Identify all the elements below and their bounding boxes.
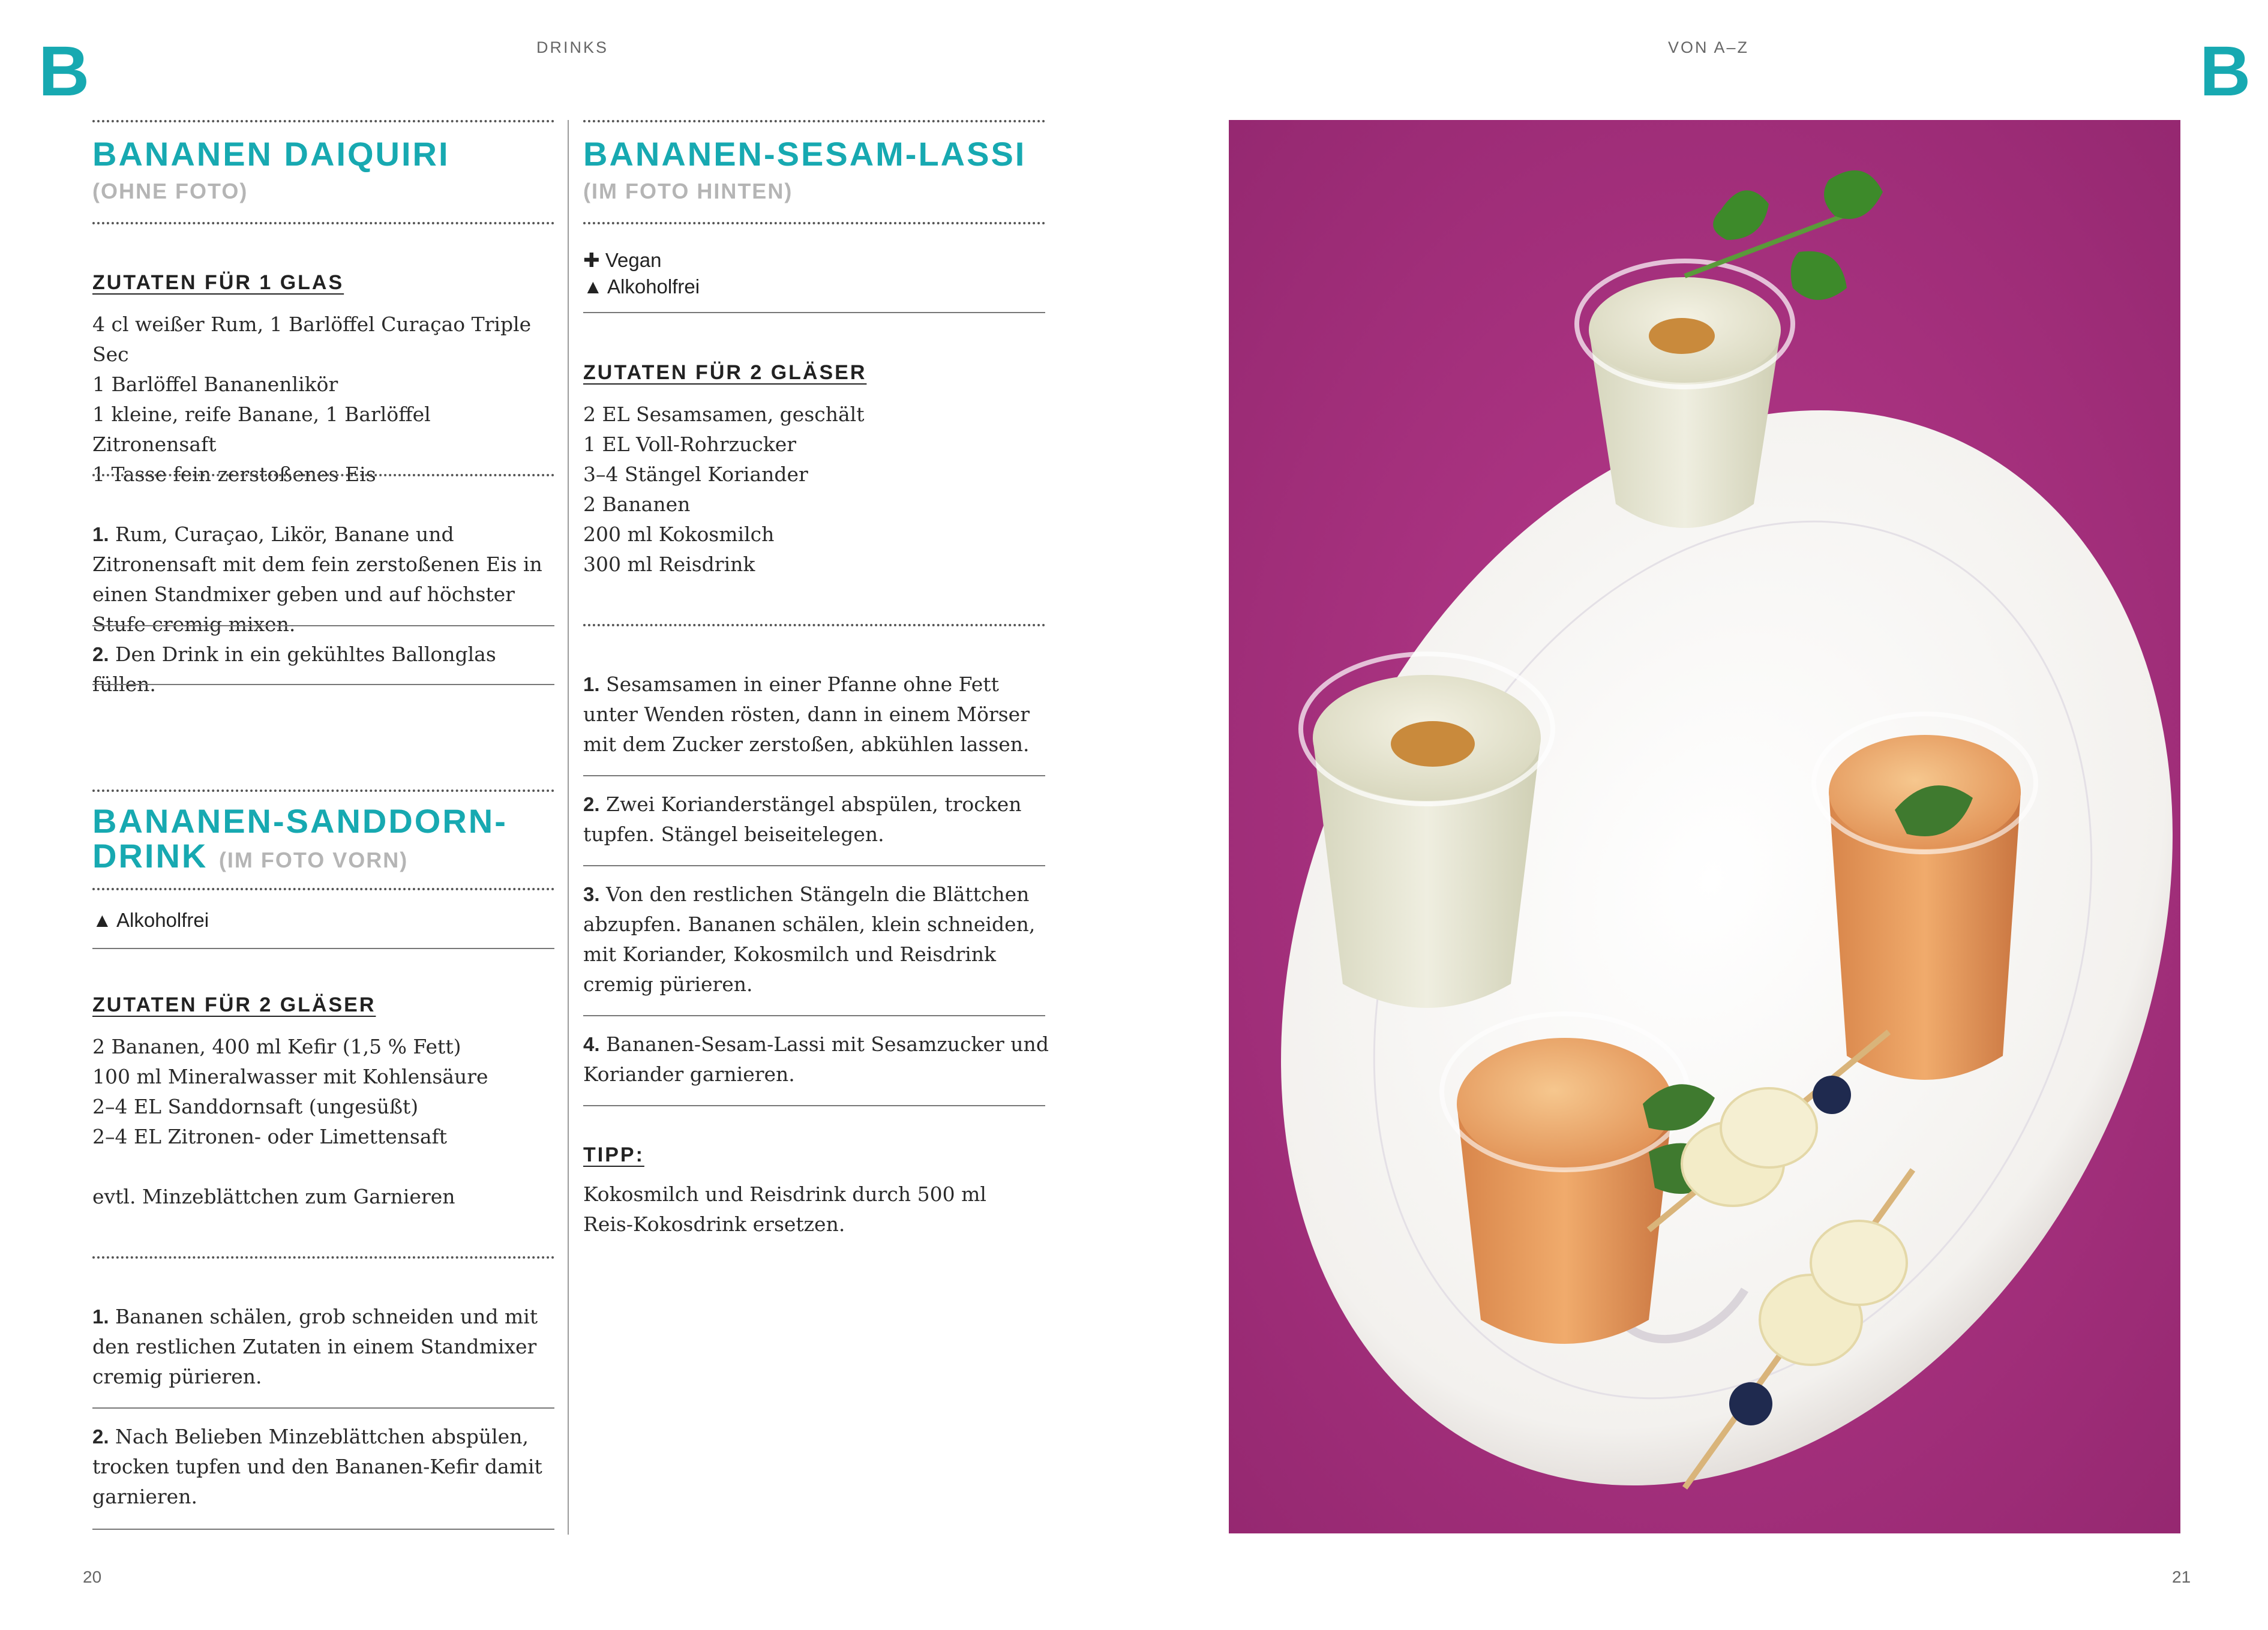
ingredient-item: 2 Bananen [583, 493, 691, 516]
ingredient-item: 2–4 EL Zitronen- oder Limettensaft [92, 1125, 448, 1148]
section-letter-left: B [38, 32, 90, 111]
tip-heading: TIPP: [583, 1143, 644, 1166]
divider [583, 120, 1045, 122]
running-header-right: VON A–Z [1668, 38, 1750, 56]
divider [583, 1105, 1045, 1106]
step-text: Rum, Curaçao, Likör, Banane und Zitronensaft mit dem fein zerstoßenen Eis in einen Standmixer geben und auf höchster Stufe cremig mixen. [92, 523, 542, 636]
divider [92, 625, 554, 626]
ingredients-heading-daiquiri: ZUTATEN FÜR 1 GLAS [92, 271, 344, 294]
ingredients-heading-lassi: ZUTATEN FÜR 2 GLÄSER [583, 361, 867, 384]
step-number: 2. [92, 1425, 109, 1448]
step-text: Den Drink in ein gekühltes Ballonglas füllen. [92, 643, 496, 696]
step-text: Bananen schälen, grob schneiden und mit den restlichen Zutaten in einem Standmixer cremig pürieren. [92, 1305, 538, 1388]
spacer [92, 1152, 560, 1182]
tag-alkoholfrei: ▲ Alkoholfrei [92, 909, 209, 931]
ingredient-item: 100 ml Mineralwasser mit Kohlensäure [92, 1065, 488, 1088]
glass-right [1814, 714, 2036, 1080]
step-lassi-2 [583, 790, 1051, 849]
divider [92, 948, 554, 949]
ingredient-item: 2 EL Sesamsamen, geschält [583, 403, 865, 426]
step-number: 3. [583, 883, 600, 905]
section-letter-right: B [2200, 32, 2251, 111]
step-number: 1. [92, 523, 109, 545]
ingredient-list-sanddorn [92, 1032, 560, 1212]
recipe-title-sanddorn [92, 804, 508, 878]
step-sanddorn-2 [92, 1422, 560, 1512]
step-number: 2. [92, 643, 109, 665]
step-number: 4. [583, 1033, 600, 1055]
divider [583, 865, 1045, 866]
step-daiquiri-1 [92, 520, 560, 640]
divider [92, 888, 554, 890]
title-line [92, 839, 508, 878]
divider [92, 790, 554, 792]
ingredient-item: 1 kleine, reife Banane, 1 Barlöffel Zitronensaft [92, 403, 431, 456]
ingredient-item: 4 cl weißer Rum, 1 Barlöffel Curaçao Triple Sec [92, 313, 532, 366]
step-number: 1. [583, 673, 600, 695]
ingredient-list-daiquiri [92, 310, 560, 490]
page-number-left: 20 [83, 1568, 102, 1586]
recipe-subtitle-sanddorn: (IM FOTO VORN) [218, 848, 409, 872]
divider [92, 1407, 554, 1409]
tip-text: Kokosmilch und Reisdrink durch 500 ml Reis-Kokosdrink ersetzen. [583, 1182, 986, 1236]
divider [583, 1015, 1045, 1016]
page-number-right: 21 [2172, 1568, 2191, 1586]
step-text: Zwei Korianderstängel abspülen, trocken tupfen. Stängel beiseitelegen. [583, 793, 1022, 846]
step-lassi-4 [583, 1029, 1051, 1089]
divider [92, 1529, 554, 1530]
divider [92, 684, 554, 685]
ingredient-item: 2 Bananen, 400 ml Kefir (1,5 % Fett) [92, 1035, 461, 1058]
tag-list-lassi [583, 247, 700, 300]
recipe-title-daiquiri: BANANEN DAIQUIRI [92, 135, 450, 173]
divider [583, 624, 1045, 626]
running-header-left: DRINKS [536, 38, 609, 56]
divider [92, 222, 554, 224]
divider [92, 474, 554, 476]
food-photo [1229, 120, 2180, 1533]
step-number: 1. [92, 1305, 109, 1328]
ingredient-item: 1 Barlöffel Bananenlikör [92, 373, 338, 396]
ingredient-extra: evtl. Minzeblättchen zum Garnieren [92, 1185, 455, 1208]
step-text: Von den restlichen Stängeln die Blättchen abzupfen. Bananen schälen, klein schneiden, mit Koriander, Kokosmilch und Reisdrink cremig pürieren. [583, 882, 1036, 996]
step-text: Sesamsamen in einer Pfanne ohne Fett unter Wenden rösten, dann in einem Mörser mit dem Zucker zerstoßen, abkühlen lassen. [583, 673, 1030, 756]
title-line: BANANEN-SANDDORN- [92, 802, 508, 840]
divider [583, 775, 1045, 776]
title-text: DRINK [92, 837, 208, 875]
step-daiquiri-2 [92, 640, 560, 700]
recipe-subtitle-lassi: (IM FOTO HINTEN) [583, 179, 793, 203]
tag-alkoholfrei: ▲ Alkoholfrei [583, 275, 700, 298]
step-text: Nach Belieben Minzeblättchen abspülen, trocken tupfen und den Bananen-Kefir damit garnieren. [92, 1425, 542, 1508]
recipe-title-lassi: BANANEN-SESAM-LASSI [583, 135, 1027, 173]
ingredient-item: 300 ml Reisdrink [583, 553, 755, 576]
divider [583, 312, 1045, 313]
ingredient-item: 1 EL Voll-Rohrzucker [583, 433, 797, 456]
ingredient-item: 1 Tasse fein zerstoßenes Eis [92, 463, 376, 486]
column-divider [568, 120, 569, 1535]
step-number: 2. [583, 793, 600, 815]
smoothie-illustration [1229, 120, 2180, 1533]
step-text: Bananen-Sesam-Lassi mit Sesamzucker und Koriander garnieren. [583, 1032, 1049, 1086]
ingredients-heading-sanddorn: ZUTATEN FÜR 2 GLÄSER [92, 993, 376, 1016]
divider [583, 222, 1045, 224]
step-lassi-1 [583, 670, 1051, 760]
ingredient-item: 3–4 Stängel Koriander [583, 463, 808, 486]
tag-vegan: ✚ Vegan [583, 249, 662, 271]
ingredient-item: 200 ml Kokosmilch [583, 523, 775, 546]
ingredient-list-lassi [583, 400, 1051, 580]
divider [92, 1256, 554, 1259]
recipe-subtitle-daiquiri: (OHNE FOTO) [92, 179, 248, 203]
step-lassi-3 [583, 879, 1051, 999]
step-sanddorn-1 [92, 1302, 560, 1392]
ingredient-item: 2–4 EL Sanddornsaft (ungesüßt) [92, 1095, 419, 1118]
divider [92, 120, 554, 122]
